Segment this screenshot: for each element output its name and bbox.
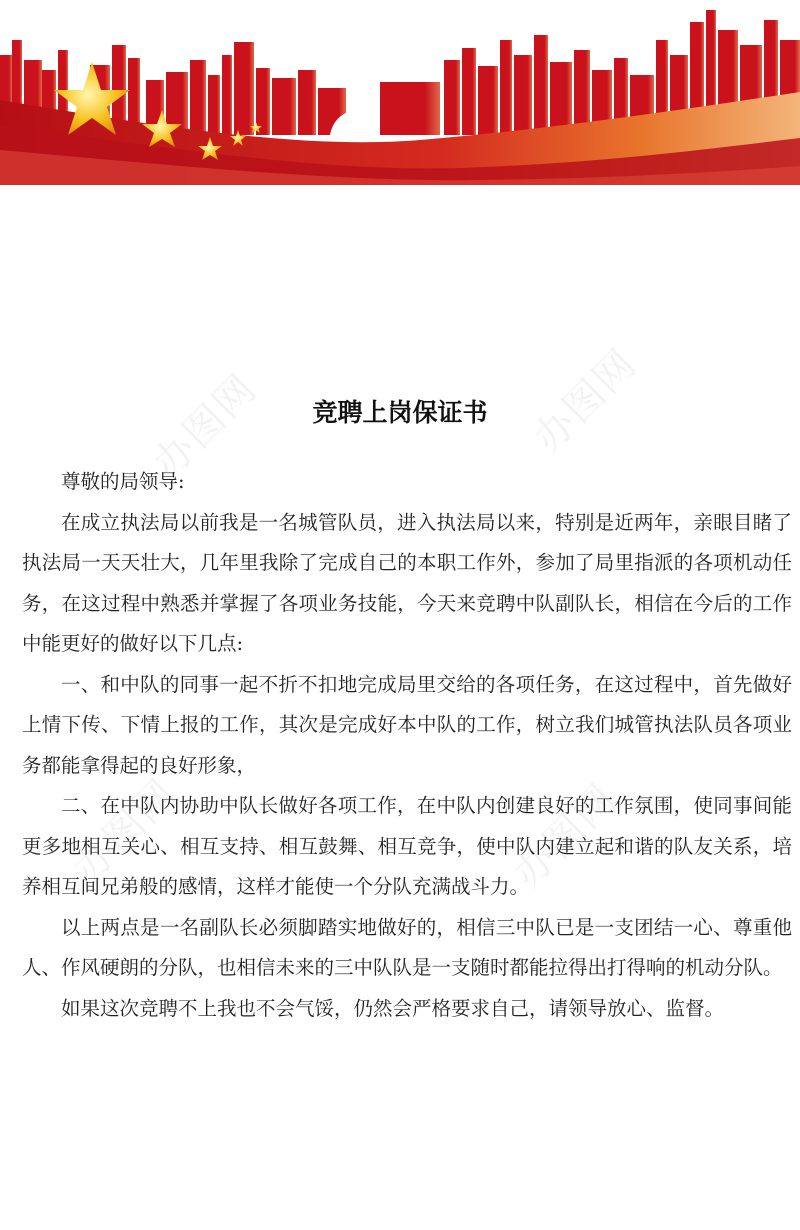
header-banner bbox=[0, 0, 800, 185]
paragraph: 二、在中队内协助中队长做好各项工作，在中队内创建良好的工作氛围，使同事间能更多地相互关心、相互支持、相互鼓舞、相互竞争，使中队内建立起和谐的队友关系，培养相互间兄弟般的感情，这样才能使一个分队充满战斗力。 bbox=[22, 794, 792, 898]
paragraph: 以上两点是一名副队长必须脚踏实地做好的，相信三中队已是一支团结一心、尊重他人、作风硬朗的分队，也相信未来的三中队队是一支随时都能拉得出打得响的机动分队。 bbox=[22, 915, 792, 979]
watermark: 办图网 bbox=[504, 775, 627, 897]
paragraph: 一、和中队的同事一起不折不扣地完成局里交给的各项任务，在这过程中，首先做好上情下传、下情上报的工作，其次是完成好本中队的工作，树立我们城管执法队员各项业务都能拿得起的良好形象， bbox=[22, 672, 792, 777]
document-title: 竞聘上岗保证书 bbox=[312, 398, 488, 427]
paragraph: 如果这次竞聘不上我也不会气馁，仍然会严格要求自己，请领导放心、监督。 bbox=[61, 996, 725, 1020]
watermark: 办图网 bbox=[524, 340, 647, 462]
document-body bbox=[22, 462, 792, 1029]
watermark: 办图网 bbox=[64, 770, 187, 892]
skyline-stars-banner-icon bbox=[0, 0, 800, 185]
watermark: 办图网 bbox=[144, 365, 267, 487]
salutation: 尊敬的局领导: bbox=[61, 470, 185, 493]
paragraph: 在成立执法局以前我是一名城管队员，进入执法局以来，特别是近两年，亲眼目睹了执法局一天天壮大，几年里我除了完成自己的本职工作外，参加了局里指派的各项机动任务，在这过程中熟悉并掌握了各项业务技能，今天来竞聘中队副队长，相信在今后的工作中能更好的做好以下几点: bbox=[22, 510, 792, 655]
